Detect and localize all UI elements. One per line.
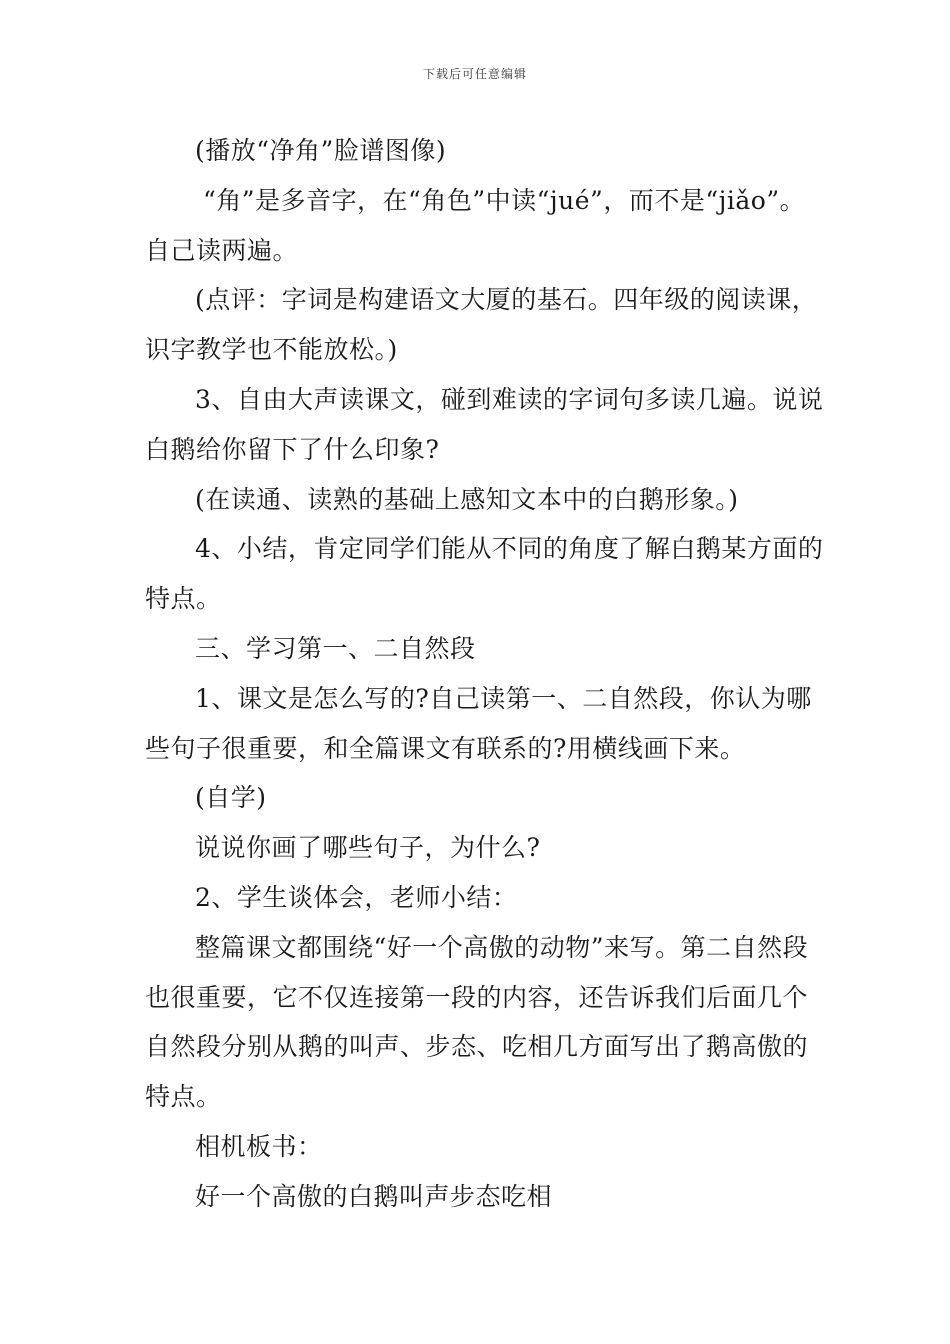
paragraph-5: (在读通、读熟的基础上感知文本中的白鹅形象。) [195,484,739,514]
paragraph-3: (点评：字词是构建语文大厦的基石。四年级的阅读课，识字教学也不能放松。) [145,285,818,365]
paragraph-2: “角”是多音字，在“角色”中读“jué”，而不是“jiǎo”。自己读两遍。 [145,185,806,265]
paragraph-8: (自学) [195,783,267,813]
paragraph-6: 4、小结，肯定同学们能从不同的角度了解白鹅某方面的特点。 [145,534,824,614]
paragraph-13: 好一个高傲的白鹅叫声步态吃相 [195,1181,553,1211]
page-header: 下载后可任意编辑 [422,67,527,81]
paragraph-10: 2、学生谈体会，老师小结： [195,882,518,912]
document-body [145,126,825,1222]
paragraph-1: (播放“净角”脸谱图像) [195,136,447,165]
paragraph-7: 1、课文是怎么写的?自己读第一、二自然段，你认为哪些句子很重要，和全篇课文有联系的?用横线画下来。 [145,683,812,763]
paragraph-11: 整篇课文都围绕“好一个高傲的动物”来写。第二自然段也很重要，它不仅连接第一段的内容，还告诉我们后面几个自然段分别从鹅的叫声、步态、吃相几方面写出了鹅高傲的特点。 [145,932,809,1112]
section-heading: 三、学习第一、二自然段 [195,633,476,663]
paragraph-4: 3、自由大声读课文，碰到难读的字词句多读几遍。说说白鹅给你留下了什么印象? [145,384,824,464]
paragraph-9: 说说你画了哪些句子，为什么? [195,833,541,863]
paragraph-12: 相机板书： [195,1131,323,1161]
